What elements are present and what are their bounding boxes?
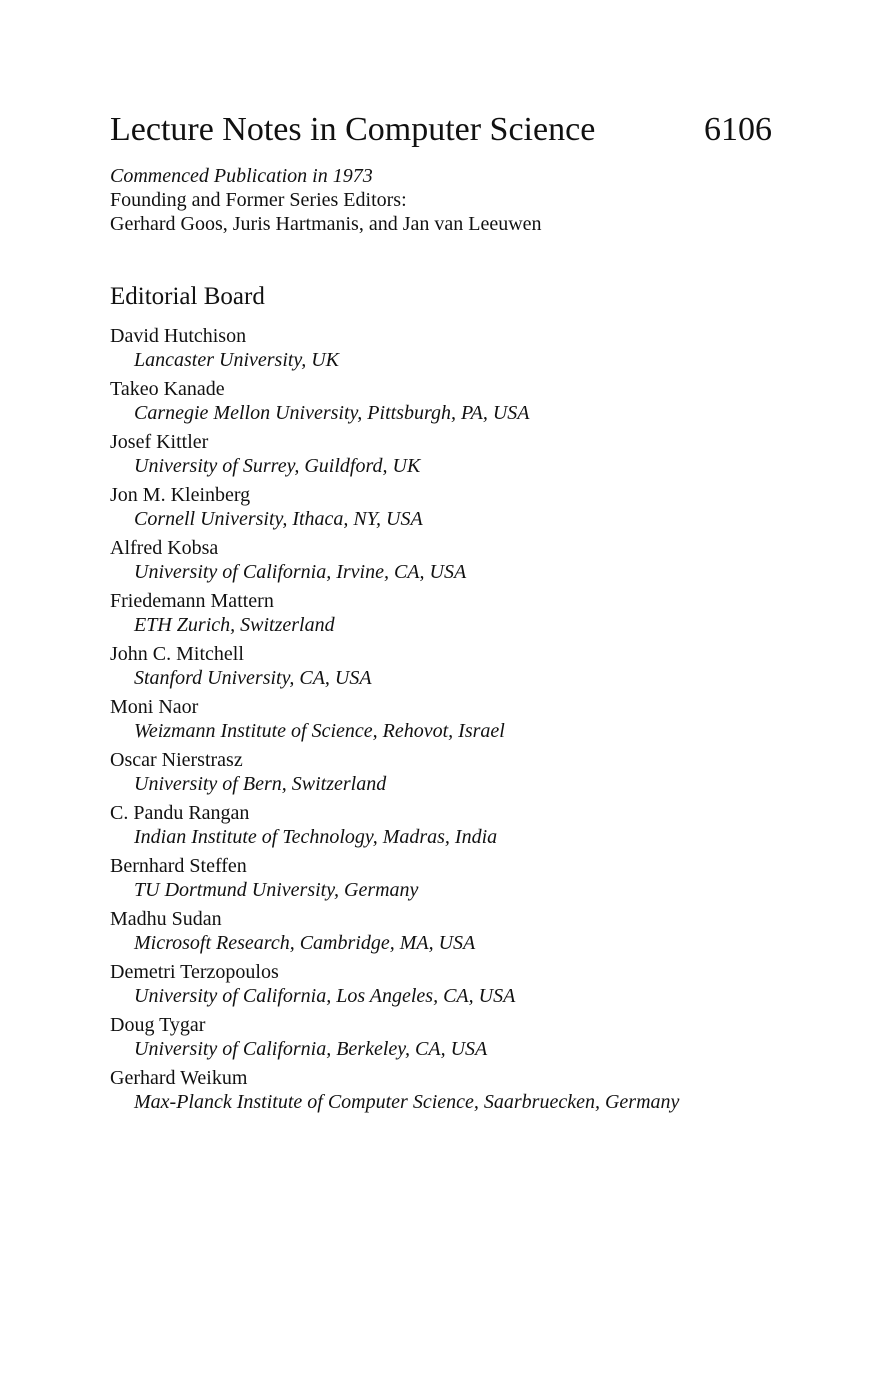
board-member — [110, 801, 679, 854]
member-affiliation: University of California, Berkeley, CA, USA — [134, 1038, 488, 1060]
member-affiliation: Cornell University, Ithaca, NY, USA — [134, 508, 423, 530]
member-affiliation: Weizmann Institute of Science, Rehovot, Israel — [134, 720, 505, 742]
member-affiliation: University of Bern, Switzerland — [134, 773, 387, 795]
series-volume-number: 6106 — [704, 111, 772, 148]
member-affiliation: Stanford University, CA, USA — [134, 667, 372, 689]
member-name: John C. Mitchell — [110, 643, 244, 665]
board-member — [110, 748, 679, 801]
board-member — [110, 377, 679, 430]
member-name: Josef Kittler — [110, 431, 209, 453]
board-member — [110, 1013, 679, 1066]
series-title: Lecture Notes in Computer Science — [110, 111, 596, 148]
board-member — [110, 536, 679, 589]
series-intro — [110, 164, 542, 236]
board-member — [110, 907, 679, 960]
member-name: Moni Naor — [110, 696, 199, 718]
founding-editors: Gerhard Goos, Juris Hartmanis, and Jan van Leeuwen — [110, 213, 542, 235]
editors-label: Founding and Former Series Editors: — [110, 189, 407, 211]
member-affiliation: ETH Zurich, Switzerland — [134, 614, 335, 636]
board-member — [110, 695, 679, 748]
board-member — [110, 324, 679, 377]
member-name: Alfred Kobsa — [110, 537, 219, 559]
editorial-board-heading: Editorial Board — [110, 283, 265, 310]
member-name: Oscar Nierstrasz — [110, 749, 243, 771]
board-member — [110, 1066, 679, 1119]
member-affiliation: Lancaster University, UK — [134, 349, 339, 371]
board-member — [110, 589, 679, 642]
board-member — [110, 960, 679, 1013]
board-member — [110, 854, 679, 907]
member-affiliation: University of California, Los Angeles, CA, USA — [134, 985, 516, 1007]
member-name: Takeo Kanade — [110, 378, 225, 400]
member-affiliation: Max-Planck Institute of Computer Science, Saarbruecken, Germany — [134, 1091, 680, 1113]
member-name: Friedemann Mattern — [110, 590, 274, 612]
commenced-note: Commenced Publication in 1973 — [110, 165, 373, 187]
member-affiliation: TU Dortmund University, Germany — [134, 879, 419, 901]
series-header — [110, 110, 772, 150]
member-name: Demetri Terzopoulos — [110, 961, 279, 983]
board-member — [110, 483, 679, 536]
member-affiliation: Carnegie Mellon University, Pittsburgh, PA, USA — [134, 402, 530, 424]
member-name: David Hutchison — [110, 325, 247, 347]
member-name: Doug Tygar — [110, 1014, 206, 1036]
editorial-board-list — [110, 324, 679, 1119]
member-name: Madhu Sudan — [110, 908, 222, 930]
member-affiliation: University of Surrey, Guildford, UK — [134, 455, 421, 477]
member-affiliation: University of California, Irvine, CA, USA — [134, 561, 467, 583]
member-name: Bernhard Steffen — [110, 855, 247, 877]
board-member — [110, 430, 679, 483]
member-name: Gerhard Weikum — [110, 1067, 248, 1089]
member-affiliation: Microsoft Research, Cambridge, MA, USA — [134, 932, 476, 954]
member-affiliation: Indian Institute of Technology, Madras, India — [134, 826, 498, 848]
board-member — [110, 642, 679, 695]
member-name: Jon M. Kleinberg — [110, 484, 251, 506]
member-name: C. Pandu Rangan — [110, 802, 250, 824]
